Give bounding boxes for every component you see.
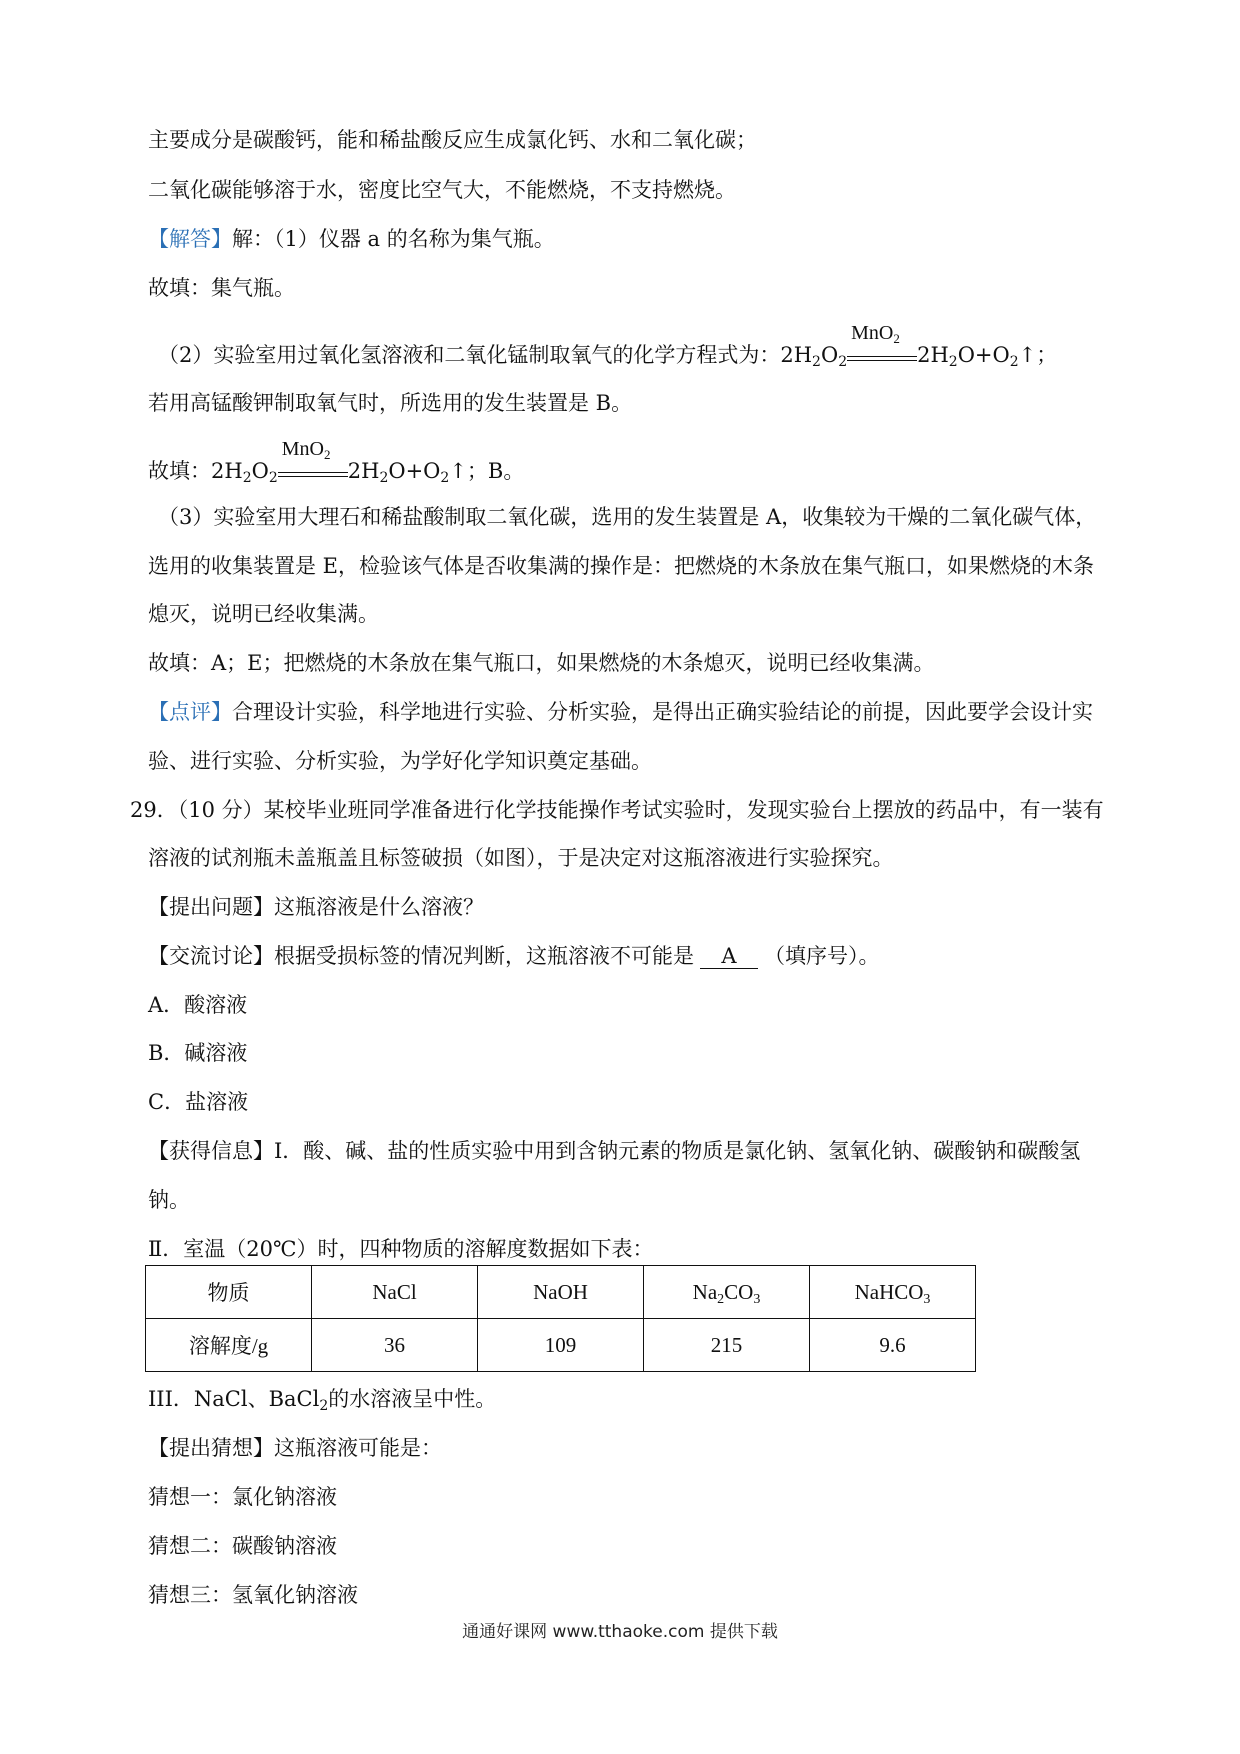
discussion-suffix: （填序号）。 [764, 944, 880, 968]
text-line: （3）实验室用大理石和稀盐酸制取二氧化碳，选用的发生装置是 A，收集较为干燥的二氧化碳气体， [158, 505, 1097, 529]
page-footer: 通通好课网 www.tthaoke.com 提供下载 [462, 1622, 778, 1642]
text-line: 若用高锰酸钾制取氧气时，所选用的发生装置是 B。 [148, 391, 633, 415]
text-line: 钠。 [148, 1188, 190, 1212]
text-line: 选用的收集装置是 E，检验该气体是否收集满的操作是：把燃烧的木条放在集气瓶口，如果燃烧的木条 [148, 554, 1095, 578]
fill-label: 故填： [148, 459, 211, 483]
answer-blank: A [700, 944, 758, 969]
catalyst-label: MnO [851, 322, 894, 344]
answer-text: 解：（1）仪器 a 的名称为集气瓶。 [232, 227, 555, 251]
option-a: A．酸溶液 [148, 993, 248, 1017]
table-cell: 溶解度/g [146, 1319, 312, 1372]
text-line: 【提出问题】这瓶溶液是什么溶液？ [148, 895, 484, 919]
discussion-line [148, 941, 880, 971]
question-29-line-2: 溶液的试剂瓶未盖瓶盖且标签破损（如图），于是决定对这瓶溶液进行实验探究。 [148, 846, 894, 870]
guess-3: 猜想三：氢氧化钠溶液 [148, 1583, 358, 1607]
text-line: 故填：A；E；把燃烧的木条放在集气瓶口，如果燃烧的木条熄灭，说明已经收集满。 [148, 651, 935, 675]
table-row [146, 1319, 976, 1372]
text-line: 故填：集气瓶。 [148, 276, 295, 300]
option-c: C．盐溶液 [148, 1090, 249, 1114]
text-line: 二氧化碳能够溶于水，密度比空气大，不能燃烧，不支持燃烧。 [148, 178, 736, 202]
equation-line-1: （2）实验室用过氧化氢溶液和二氧化锰制取氧气的化学方程式为：$2H_2O_2$ MnO$_2$ $2H_2O+O_2↑$； [158, 322, 1058, 370]
text-line: 主要成分是碳酸钙，能和稀盐酸反应生成氯化钙、水和二氧化碳； [148, 128, 757, 152]
catalyst-label: MnO [281, 438, 324, 460]
equation-suffix: ↑；B。 [449, 459, 525, 483]
table-cell: 109 [478, 1319, 644, 1372]
text-line: 【获得信息】Ⅰ．酸、碱、盐的性质实验中用到含钠元素的物质是氯化钠、氢氧化钠、碳酸钠和碳酸氢 [148, 1139, 1081, 1163]
answer-tag: 【解答】 [148, 227, 232, 251]
table-header-cell: NaHCO$_3$ [810, 1266, 976, 1319]
equation-suffix: ↑； [1018, 343, 1058, 367]
discussion-text: 【交流讨论】根据受损标签的情况判断，这瓶溶液不可能是 [148, 944, 694, 968]
table-header-cell: 物质 [146, 1266, 312, 1319]
info-3-suffix: 的水溶液呈中性。 [328, 1387, 497, 1411]
table-header-cell: $Na_2CO_3$ [644, 1266, 810, 1319]
comment-line [148, 697, 1093, 727]
text-line: Ⅱ．室温（20℃）时，四种物质的溶解度数据如下表： [148, 1237, 654, 1261]
comment-tag: 【点评】 [148, 700, 232, 724]
equation-line-2: 故填：$2H_2O_2$ MnO$_2$ $2H_2O+O_2↑$；B。 [148, 438, 525, 486]
solubility-table [145, 1265, 976, 1372]
table-cell: 9.6 [810, 1319, 976, 1372]
table-row [146, 1266, 976, 1319]
reaction-condition: MnO$_2$ [278, 456, 348, 486]
text-line: 【提出猜想】这瓶溶液可能是： [148, 1436, 442, 1460]
text-line: 熄灭，说明已经收集满。 [148, 602, 379, 626]
option-b: B．碱溶液 [148, 1041, 248, 1065]
equation-intro: （2）实验室用过氧化氢溶液和二氧化锰制取氧气的化学方程式为： [158, 343, 781, 367]
guess-2: 猜想二：碳酸钠溶液 [148, 1534, 337, 1558]
info-3-line: III．NaCl、BaCl$_2$的水溶液呈中性。 [148, 1387, 497, 1414]
guess-1: 猜想一：氯化钠溶液 [148, 1485, 337, 1509]
comment-text: 合理设计实验，科学地进行实验、分析实验，是得出正确实验结论的前提，因此要学会设计实 [232, 700, 1093, 724]
table-cell: 36 [312, 1319, 478, 1372]
table-header-cell: NaOH [478, 1266, 644, 1319]
text-line: 验、进行实验、分析实验，为学好化学知识奠定基础。 [148, 749, 652, 773]
question-29-line-1: 29．（10 分）某校毕业班同学准备进行化学技能操作考试实验时，发现实验台上摆放的药品中，有一装有 [130, 798, 1104, 822]
table-cell: 215 [644, 1319, 810, 1372]
answer-line [148, 224, 555, 254]
table-header-cell: NaCl [312, 1266, 478, 1319]
info-3-text: III．NaCl、BaCl [148, 1387, 320, 1411]
reaction-condition: MnO$_2$ [847, 340, 917, 370]
